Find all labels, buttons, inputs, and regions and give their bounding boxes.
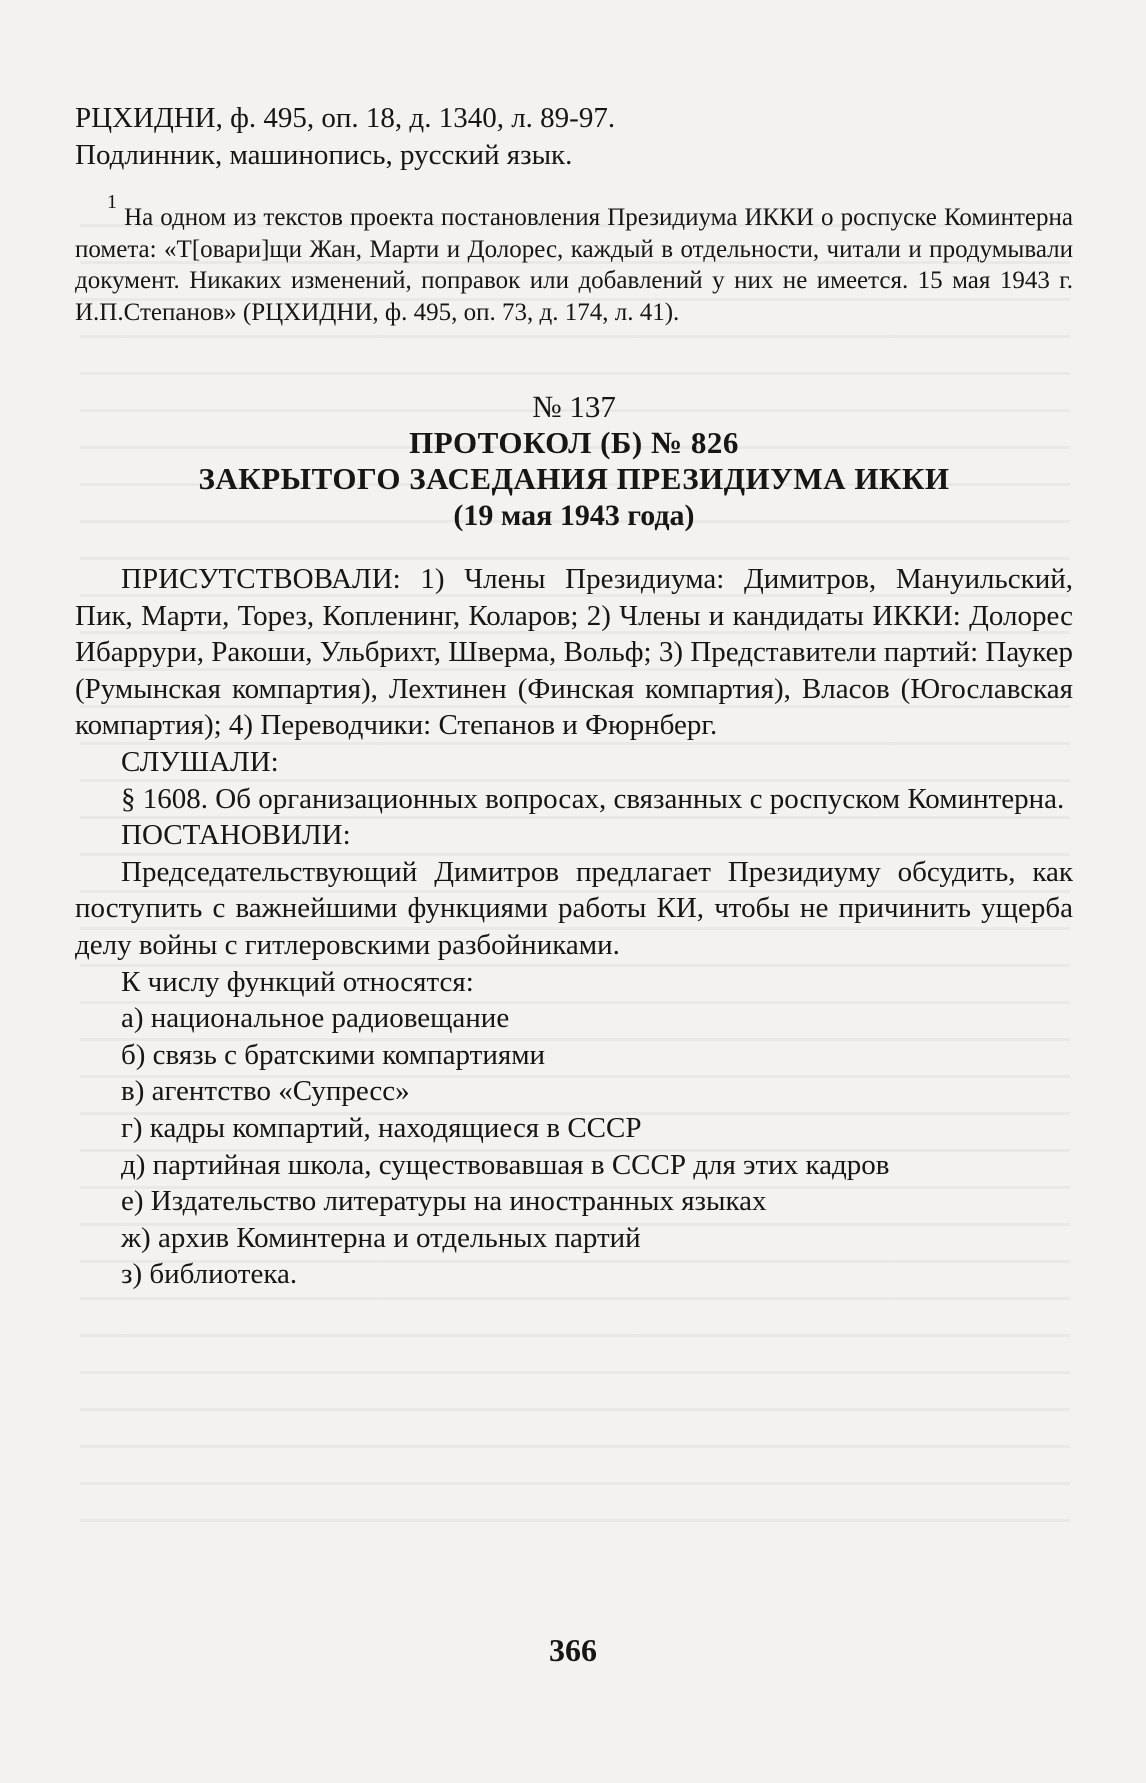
footnote-text: На одном из текстов проекта постановления Президиума ИККИ о роспуске Коминтерна помета: «Т[овари]щи Жан, Марти и Долорес, каждый в отдельности, читали и продумывали документ. Никаких изменений, поправок или добавлений у них не имеется. 15 мая 1943 г. И.П.Степанов» (РЦХИДНИ, ф. 495, оп. 73, д. 174, л. 41). — [75, 204, 1073, 326]
function-item-g: ж) архив Коминтерна и отдельных партий — [121, 1221, 641, 1254]
document-date: (19 мая 1943 года) — [453, 499, 695, 532]
resolved-label: ПОСТАНОВИЛИ: — [121, 819, 351, 852]
resolved-text: Председательствующий Димитров предлагает Президиуму обсудить, как поступить с важнейшими функциями работы КИ, чтобы не причинить ущерба делу войны с гитлеровскими разбойниками. — [75, 855, 1073, 961]
archive-reference: РЦХИДНИ, ф. 495, оп. 18, д. 1340, л. 89-97. — [75, 102, 616, 134]
function-item-a: а) национальное радиовещание — [121, 1002, 510, 1035]
footnote-marker: 1 — [107, 191, 117, 213]
function-item-e: д) партийная школа, существовавшая в СССР для этих кадров — [121, 1148, 890, 1181]
function-item-f: е) Издательство литературы на иностранных языках — [121, 1185, 767, 1218]
original-note: Подлинник, машинопись, русский язык. — [75, 139, 573, 171]
function-item-c: в) агентство «Супресс» — [121, 1075, 410, 1108]
function-item-d: г) кадры компартий, находящиеся в СССР — [121, 1111, 642, 1144]
page-text — [75, 100, 1073, 1293]
attendance-paragraph: ПРИСУТСТВОВАЛИ: 1) Члены Президиума: Димитров, Мануильский, Пик, Марти, Торез, Копленинг, Коларов; 2) Члены и кандидаты ИККИ: Долорес Ибаррури, Ракоши, Ульбрихт, Шверма, Вольф; 3) Представители партий: Паукер (Румынская компартия), Лехтинен (Финская компартия), Власов (Югославская компартия); 4) Переводчики: Степанов и Фюрнберг. — [75, 563, 1073, 742]
functions-intro: К числу функций относятся: — [121, 965, 474, 998]
function-item-b: б) связь с братскими компартиями — [121, 1038, 546, 1071]
footnote — [75, 191, 1073, 328]
function-item-h: з) библиотека. — [121, 1258, 298, 1291]
page-number: 366 — [549, 1632, 597, 1668]
heard-label: СЛУШАЛИ: — [121, 745, 279, 778]
heard-text: § 1608. Об организационных вопросах, связанных с роспуском Коминтерна. — [121, 782, 1065, 815]
document-title-line-2: ЗАКРЫТОГО ЗАСЕДАНИЯ ПРЕЗИДИУМА ИККИ — [198, 461, 950, 496]
document-number: № 137 — [532, 389, 616, 424]
document-title-line-1: ПРОТОКОЛ (Б) № 826 — [409, 425, 739, 460]
